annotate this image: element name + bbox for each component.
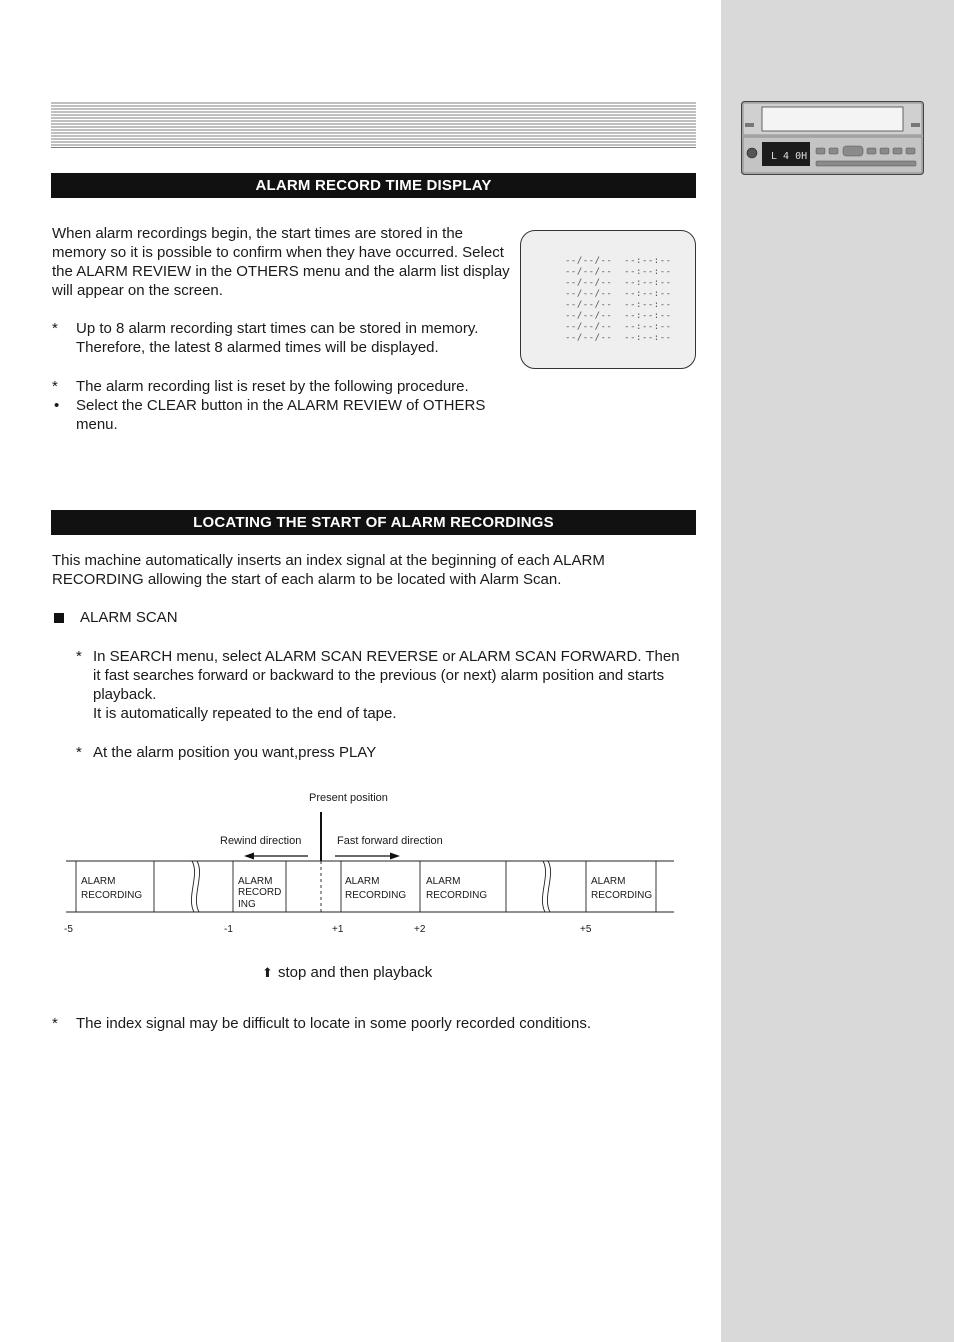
- alarm-scan-tape-diagram: [60, 785, 680, 945]
- up-arrow-icon: ⬆: [262, 965, 273, 980]
- alarm-block-label: ALARM: [81, 876, 116, 887]
- alarm-list-screen: [520, 230, 696, 369]
- alarm-block-label: ING: [238, 899, 256, 910]
- tick-label-minus-1: -1: [224, 924, 233, 935]
- tick-label-plus-2: +2: [414, 924, 426, 935]
- bullet-clear-button: [52, 396, 497, 436]
- alarm-block-label: ALARM: [238, 876, 273, 887]
- note-memory-capacity: [52, 319, 497, 359]
- asterisk-mark: *: [52, 320, 58, 337]
- tick-label-plus-5: +5: [580, 924, 592, 935]
- footnote-index-signal: [52, 1014, 692, 1034]
- alarm-list-row: --/--/-- --:--:--: [565, 333, 672, 343]
- tape-position-ticks: [64, 924, 592, 935]
- tick-label-plus-1: +1: [332, 924, 344, 935]
- alarm-block-1: [81, 876, 142, 901]
- locating-intro: This machine automatically inserts an index signal at the beginning of each ALARM RECORDING allowing the start of each alarm to be located with Alarm Scan.: [52, 552, 605, 588]
- stop-playback-text: stop and then playback: [278, 964, 433, 981]
- alarm-list-row: --/--/-- --:--:--: [565, 322, 672, 332]
- alarm-scan-label: ALARM SCAN: [80, 609, 178, 626]
- asterisk-mark: *: [52, 1015, 58, 1032]
- fast-forward-direction-label: Fast forward direction: [337, 835, 443, 847]
- vcr-front-panel-image: [741, 101, 924, 175]
- alarm-list-row: --/--/-- --:--:--: [565, 278, 672, 288]
- bullet-clear-button-text: Select the CLEAR button in the ALARM REVIEW of OTHERS menu.: [76, 397, 486, 433]
- tick-label-minus-5: -5: [64, 924, 73, 935]
- alarm-block-label: RECORDING: [81, 890, 143, 901]
- alarm-block-label: RECORD: [238, 887, 282, 898]
- bullet-mark: •: [54, 397, 60, 414]
- step-alarm-scan-continued-text: It is automatically repeated to the end of tape.: [93, 705, 397, 722]
- alarm-block-2: [238, 876, 281, 910]
- alarm-block-label: ALARM: [426, 876, 461, 887]
- note-memory-capacity-text: Up to 8 alarm recording start times can be stored in memory. Therefore, the latest 8 alarmed times will be displayed.: [76, 320, 479, 356]
- alarm-list-row: --/--/-- --:--:--: [565, 267, 672, 277]
- alarm-block-5: [591, 876, 652, 901]
- alarm-list-rows: [565, 256, 672, 344]
- step-press-play-text: At the alarm position you want,press PLAY: [93, 744, 377, 761]
- alarm-block-3: [345, 876, 406, 901]
- stop-playback-note: [262, 963, 522, 983]
- step-alarm-scan-continued: [93, 704, 593, 724]
- alarm-block-label: ALARM: [591, 876, 626, 887]
- alarm-list-row: --/--/-- --:--:--: [565, 311, 672, 321]
- alarm-record-intro: When alarm recordings begin, the start times are stored in the memory so it is possible to confirm when they have occurred. Select the ALARM REVIEW in the OTHERS menu and the alarm list display will appear on the screen.: [52, 225, 510, 299]
- alarm-block-4: [426, 876, 487, 901]
- alarm-list-row: --/--/-- --:--:--: [565, 256, 672, 266]
- note-list-reset-text: The alarm recording list is reset by the following procedure.: [76, 378, 469, 395]
- step-alarm-scan-text: In SEARCH menu, select ALARM SCAN REVERSE or ALARM SCAN FORWARD. Then it fast searches forward or backward to the previous (or next) alarm position and starts playback.: [93, 648, 680, 703]
- asterisk-mark: *: [76, 744, 82, 761]
- asterisk-mark: *: [52, 378, 58, 395]
- section-title-locating-alarm-recordings: LOCATING THE START OF ALARM RECORDINGS: [51, 510, 696, 535]
- alarm-list-row: --/--/-- --:--:--: [565, 300, 672, 310]
- rewind-direction-label: Rewind direction: [220, 835, 302, 847]
- step-press-play: [76, 743, 576, 763]
- alarm-block-label: ALARM: [345, 876, 380, 887]
- section-title-alarm-record-time-display: ALARM RECORD TIME DISPLAY: [51, 173, 696, 198]
- fast-forward-arrowhead-icon: [390, 853, 400, 860]
- rewind-arrowhead-icon: [244, 853, 254, 860]
- vcr-display-text: L 4 0H: [771, 151, 808, 162]
- alarm-list-row: --/--/-- --:--:--: [565, 289, 672, 299]
- footnote-index-signal-text: The index signal may be difficult to locate in some poorly recorded conditions.: [76, 1015, 592, 1032]
- note-list-reset: [52, 377, 497, 397]
- page-sidebar: [721, 0, 954, 1342]
- alarm-block-label: RECORDING: [345, 890, 407, 901]
- alarm-block-label: RECORDING: [426, 890, 488, 901]
- square-bullet-icon: [54, 613, 64, 623]
- alarm-block-label: RECORDING: [591, 890, 653, 901]
- asterisk-mark: *: [76, 648, 82, 665]
- present-position-label: Present position: [309, 792, 388, 804]
- heading-stripes: [51, 102, 696, 148]
